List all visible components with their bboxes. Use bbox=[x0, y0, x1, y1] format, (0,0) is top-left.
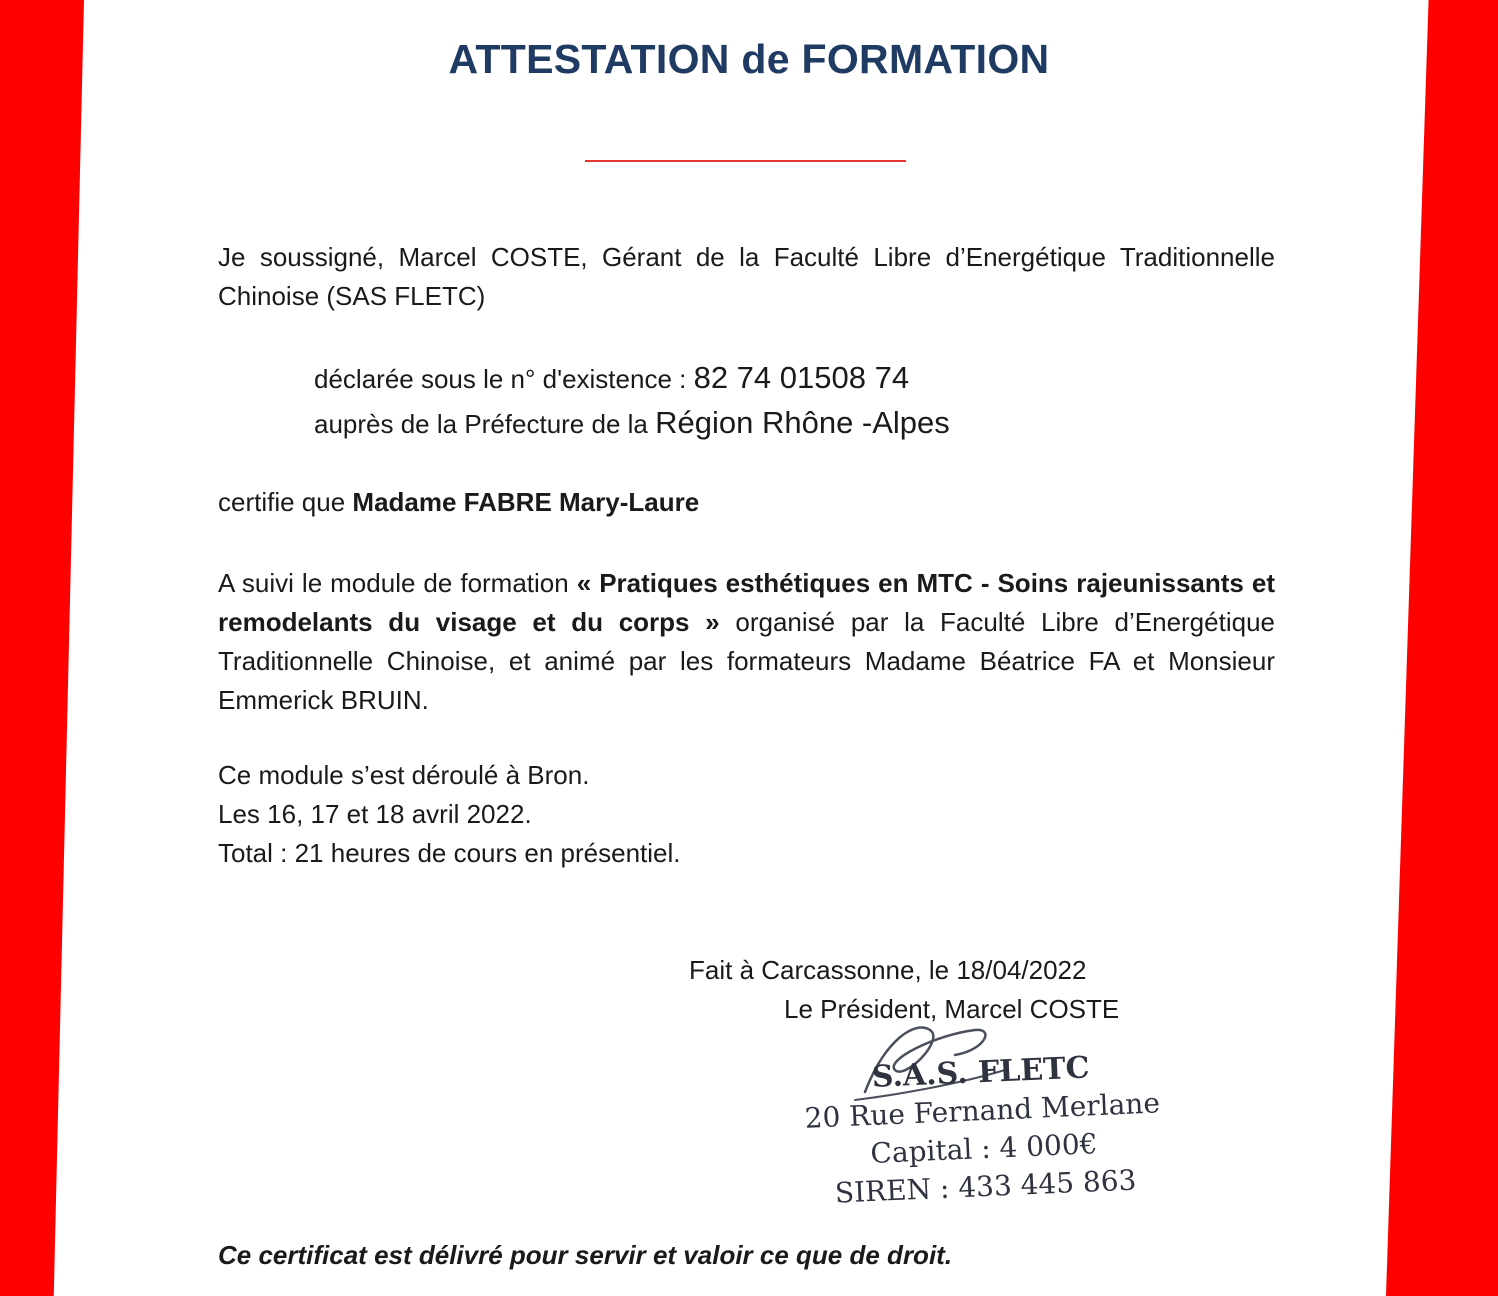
module-title: « Pratiques esthétiques en MTC - Soins rajeunissants et remodelants du visage et du corps » bbox=[218, 568, 1276, 637]
title-underline bbox=[585, 160, 906, 162]
stamp-siren: SIREN : 433 445 863 bbox=[834, 1163, 1137, 1210]
registration-label: déclarée sous le n° d'existence : bbox=[314, 364, 694, 394]
module-suffix: organisé par la Faculté Libre d’Energétique Traditionnelle Chinoise, et animé par les formateurs Madame Béatrice FA et Monsieur Emmerick BRUIN. bbox=[218, 607, 1275, 715]
stamp-company-name: S.A.S. FLETC bbox=[871, 1050, 1091, 1095]
prefecture-region: Région Rhône -Alpes bbox=[655, 405, 950, 440]
module-prefix: A suivi le module de formation bbox=[218, 568, 577, 598]
module-dates: Les 16, 17 et 18 avril 2022. bbox=[218, 799, 532, 829]
closing-statement: Ce certificat est délivré pour servir et valoir ce que de droit. bbox=[218, 1240, 953, 1270]
stamp-capital: Capital : 4 000€ bbox=[869, 1127, 1099, 1170]
certify-prefix: certifie que bbox=[218, 487, 353, 517]
module-total-hours: Total : 21 heures de cours en présentiel. bbox=[218, 838, 681, 868]
trainee-name: Madame FABRE Mary-Laure bbox=[352, 487, 700, 517]
certify-line bbox=[218, 487, 699, 518]
document-title: ATTESTATION de FORMATION bbox=[448, 36, 1050, 82]
place-and-date: Fait à Carcassonne, le 18/04/2022 bbox=[689, 955, 1087, 985]
module-location: Ce module s’est déroulé à Bron. bbox=[218, 760, 590, 790]
right-red-band bbox=[1386, 0, 1498, 1296]
module-paragraph bbox=[218, 564, 1275, 720]
stamp-address: 20 Rue Fernand Merlane bbox=[804, 1086, 1161, 1135]
intro-paragraph: Je soussigné, Marcel COSTE, Gérant de la Faculté Libre d’Energétique Traditionnelle Chinoise (SAS FLETC) bbox=[218, 242, 1275, 311]
left-red-band bbox=[0, 0, 84, 1296]
signatory: Le Président, Marcel COSTE bbox=[784, 994, 1120, 1024]
company-stamp bbox=[800, 1046, 1166, 1214]
registration-line bbox=[314, 360, 909, 396]
prefecture-line bbox=[314, 405, 950, 441]
registration-number: 82 74 01508 74 bbox=[693, 360, 910, 395]
prefecture-label: auprès de la Préfecture de la bbox=[314, 409, 656, 439]
